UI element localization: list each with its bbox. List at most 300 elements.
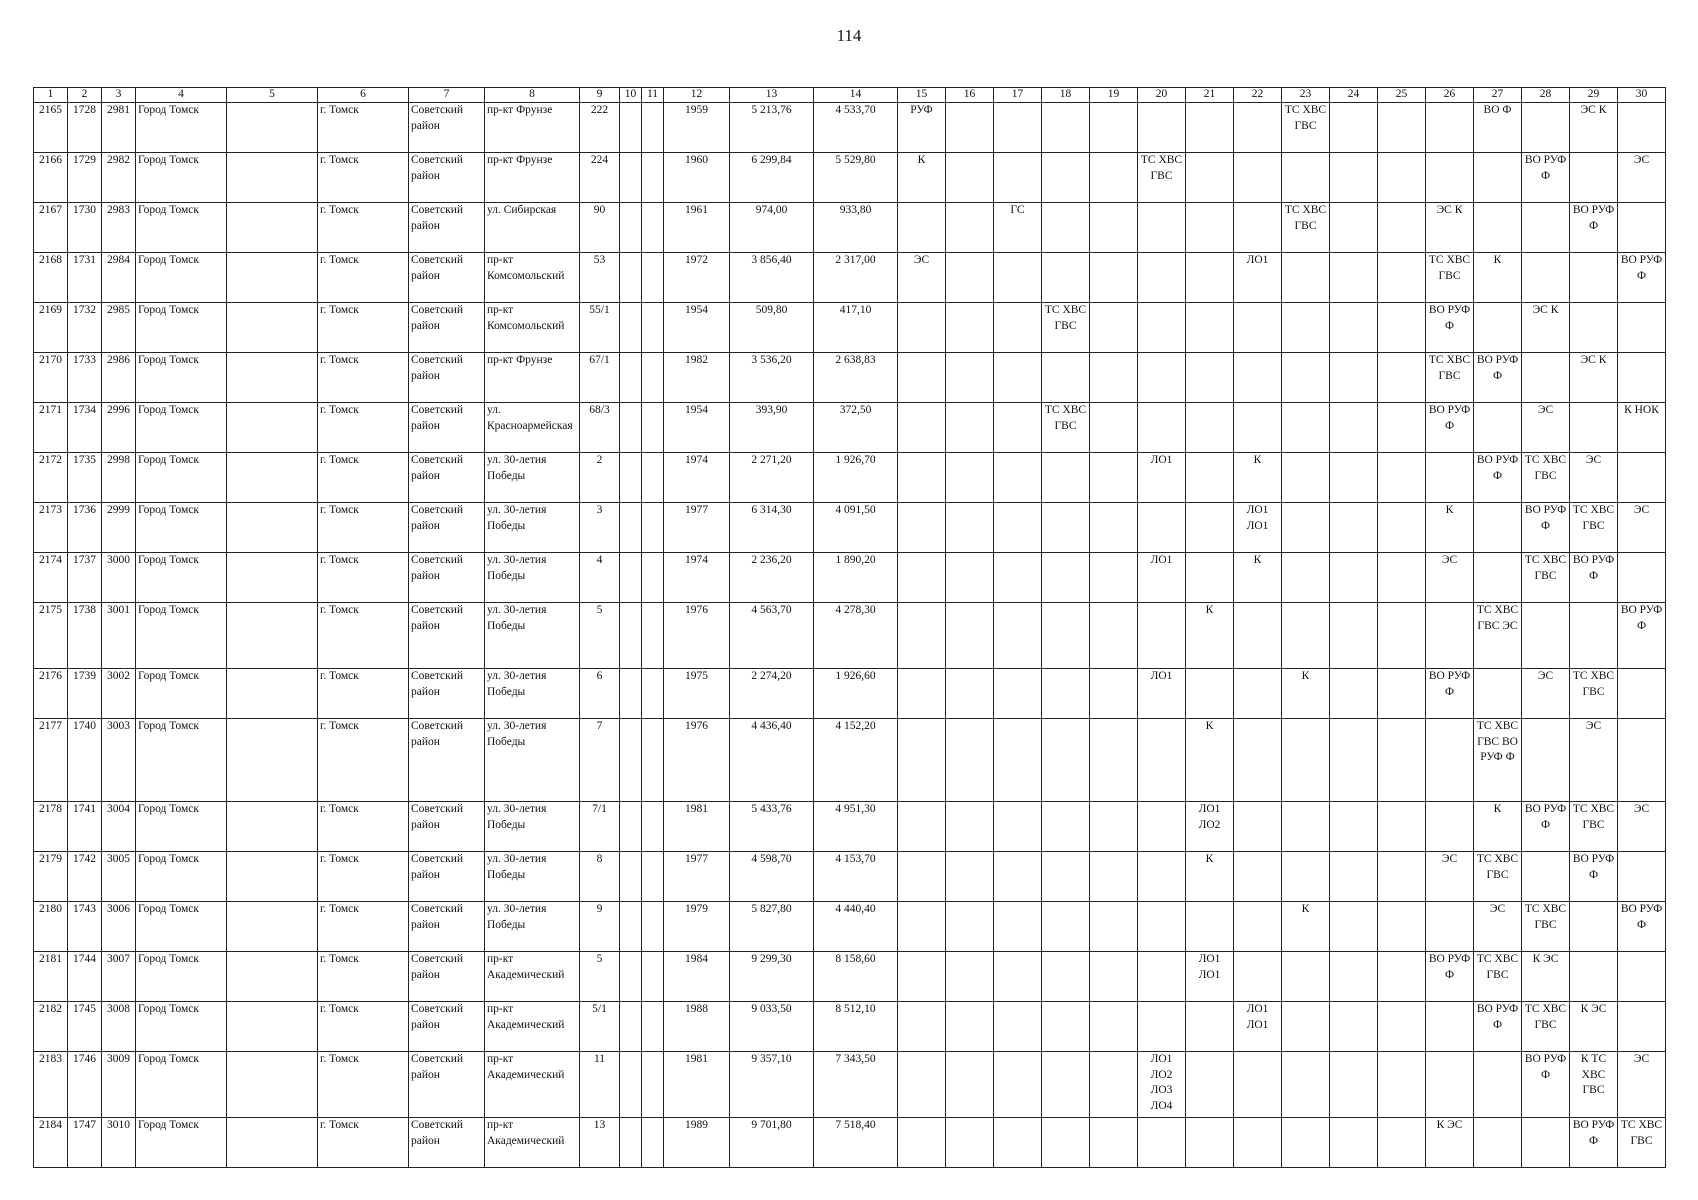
table-cell-col-13: 5 213,76 xyxy=(730,103,814,153)
table-cell-col-13: 2 271,20 xyxy=(730,453,814,503)
table-cell-col-7: Советский район xyxy=(409,353,485,403)
table-cell-col-13: 5 827,80 xyxy=(730,902,814,952)
table-cell-col-21: К xyxy=(1186,603,1234,669)
table-cell-col-22: ЛО1 xyxy=(1234,253,1282,303)
table-cell-col-13: 2 236,20 xyxy=(730,553,814,603)
table-cell-col-12: 1982 xyxy=(664,353,730,403)
table-cell-col-5 xyxy=(227,802,318,852)
table-cell-col-9: 5/1 xyxy=(580,1002,620,1052)
table-cell-col-9: 4 xyxy=(580,553,620,603)
table-cell-col-1: 2182 xyxy=(34,1002,68,1052)
table-cell-col-3: 3007 xyxy=(102,952,136,1002)
table-cell-col-24 xyxy=(1330,669,1378,719)
table-cell-col-14: 7 518,40 xyxy=(814,1118,898,1168)
table-cell-col-21: ЛО1 ЛО1 xyxy=(1186,952,1234,1002)
table-cell-col-16 xyxy=(946,1118,994,1168)
table-row xyxy=(34,1052,1666,1118)
table-cell-col-27: ВО Ф xyxy=(1474,103,1522,153)
table-cell-col-19 xyxy=(1090,802,1138,852)
table-cell-col-11 xyxy=(642,802,664,852)
table-cell-col-12: 1981 xyxy=(664,1052,730,1118)
table-cell-col-3: 2983 xyxy=(102,203,136,253)
column-number-8: 8 xyxy=(485,88,580,103)
table-cell-col-23 xyxy=(1282,553,1330,603)
table-cell-col-19 xyxy=(1090,503,1138,553)
table-cell-col-24 xyxy=(1330,553,1378,603)
table-cell-col-18 xyxy=(1042,852,1090,902)
table-cell-col-23 xyxy=(1282,453,1330,503)
table-cell-col-28: ЭС xyxy=(1522,669,1570,719)
table-cell-col-15 xyxy=(898,403,946,453)
table-cell-col-5 xyxy=(227,902,318,952)
column-number-row xyxy=(34,88,1666,103)
column-number-15: 15 xyxy=(898,88,946,103)
table-cell-col-30 xyxy=(1618,453,1666,503)
table-cell-col-19 xyxy=(1090,253,1138,303)
table-cell-col-5 xyxy=(227,103,318,153)
table-cell-col-26: К xyxy=(1426,503,1474,553)
column-number-19: 19 xyxy=(1090,88,1138,103)
table-cell-col-24 xyxy=(1330,1118,1378,1168)
table-cell-col-25 xyxy=(1378,719,1426,802)
table-cell-col-28 xyxy=(1522,603,1570,669)
table-cell-col-22 xyxy=(1234,353,1282,403)
table-cell-col-25 xyxy=(1378,303,1426,353)
table-cell-col-17 xyxy=(994,403,1042,453)
table-cell-col-29 xyxy=(1570,303,1618,353)
table-cell-col-30: ВО РУФ Ф xyxy=(1618,603,1666,669)
table-cell-col-2: 1730 xyxy=(68,203,102,253)
table-cell-col-4: Город Томск xyxy=(136,1118,227,1168)
table-cell-col-28: ВО РУФ Ф xyxy=(1522,1052,1570,1118)
table-cell-col-7: Советский район xyxy=(409,503,485,553)
table-cell-col-1: 2179 xyxy=(34,852,68,902)
table-cell-col-2: 1744 xyxy=(68,952,102,1002)
table-cell-col-23 xyxy=(1282,253,1330,303)
table-cell-col-25 xyxy=(1378,952,1426,1002)
table-cell-col-9: 55/1 xyxy=(580,303,620,353)
table-cell-col-1: 2169 xyxy=(34,303,68,353)
table-cell-col-13: 4 563,70 xyxy=(730,603,814,669)
table-cell-col-16 xyxy=(946,669,994,719)
table-cell-col-24 xyxy=(1330,852,1378,902)
table-row xyxy=(34,952,1666,1002)
table-cell-col-14: 1 926,70 xyxy=(814,453,898,503)
table-cell-col-24 xyxy=(1330,503,1378,553)
table-cell-col-14: 4 152,20 xyxy=(814,719,898,802)
table-cell-col-14: 4 278,30 xyxy=(814,603,898,669)
table-cell-col-6: г. Томск xyxy=(318,1002,409,1052)
table-cell-col-16 xyxy=(946,153,994,203)
table-cell-col-12: 1977 xyxy=(664,503,730,553)
table-cell-col-20: ТС ХВС ГВС xyxy=(1138,153,1186,203)
table-cell-col-30: ЭС xyxy=(1618,503,1666,553)
table-cell-col-8: пр-кт Фрунзе xyxy=(485,353,580,403)
table-cell-col-24 xyxy=(1330,802,1378,852)
table-cell-col-5 xyxy=(227,1118,318,1168)
table-cell-col-2: 1740 xyxy=(68,719,102,802)
table-cell-col-14: 933,80 xyxy=(814,203,898,253)
table-cell-col-28 xyxy=(1522,203,1570,253)
table-cell-col-4: Город Томск xyxy=(136,669,227,719)
table-cell-col-27 xyxy=(1474,203,1522,253)
table-cell-col-18 xyxy=(1042,153,1090,203)
table-cell-col-23 xyxy=(1282,1052,1330,1118)
table-cell-col-24 xyxy=(1330,719,1378,802)
table-cell-col-6: г. Томск xyxy=(318,303,409,353)
table-cell-col-28: К ЭС xyxy=(1522,952,1570,1002)
table-cell-col-23 xyxy=(1282,952,1330,1002)
table-cell-col-10 xyxy=(620,553,642,603)
table-cell-col-16 xyxy=(946,353,994,403)
table-cell-col-21 xyxy=(1186,203,1234,253)
table-row xyxy=(34,503,1666,553)
table-cell-col-4: Город Томск xyxy=(136,103,227,153)
table-cell-col-20 xyxy=(1138,1002,1186,1052)
table-cell-col-18 xyxy=(1042,1052,1090,1118)
table-cell-col-20 xyxy=(1138,719,1186,802)
table-cell-col-6: г. Томск xyxy=(318,553,409,603)
table-cell-col-7: Советский район xyxy=(409,1118,485,1168)
table-cell-col-8: пр-кт Академический xyxy=(485,1052,580,1118)
table-cell-col-28: ТС ХВС ГВС xyxy=(1522,1002,1570,1052)
table-cell-col-1: 2175 xyxy=(34,603,68,669)
table-cell-col-20: ЛО1 xyxy=(1138,669,1186,719)
table-cell-col-4: Город Томск xyxy=(136,453,227,503)
table-cell-col-20 xyxy=(1138,902,1186,952)
table-cell-col-9: 13 xyxy=(580,1118,620,1168)
table-cell-col-30 xyxy=(1618,669,1666,719)
table-cell-col-25 xyxy=(1378,553,1426,603)
table-cell-col-17 xyxy=(994,603,1042,669)
table-cell-col-17 xyxy=(994,153,1042,203)
table-cell-col-19 xyxy=(1090,203,1138,253)
table-cell-col-21 xyxy=(1186,403,1234,453)
table-cell-col-11 xyxy=(642,303,664,353)
table-cell-col-20 xyxy=(1138,603,1186,669)
table-cell-col-23 xyxy=(1282,153,1330,203)
table-cell-col-4: Город Томск xyxy=(136,153,227,203)
table-cell-col-29: ВО РУФ Ф xyxy=(1570,553,1618,603)
table-cell-col-20 xyxy=(1138,303,1186,353)
table-cell-col-2: 1742 xyxy=(68,852,102,902)
table-cell-col-27: ВО РУФ Ф xyxy=(1474,353,1522,403)
table-cell-col-11 xyxy=(642,852,664,902)
table-cell-col-8: ул. 30-летия Победы xyxy=(485,453,580,503)
table-cell-col-28 xyxy=(1522,1118,1570,1168)
table-cell-col-4: Город Томск xyxy=(136,203,227,253)
table-cell-col-25 xyxy=(1378,852,1426,902)
table-cell-col-26: ЭС xyxy=(1426,852,1474,902)
table-cell-col-14: 372,50 xyxy=(814,403,898,453)
table-cell-col-18 xyxy=(1042,353,1090,403)
table-cell-col-2: 1736 xyxy=(68,503,102,553)
table-cell-col-12: 1976 xyxy=(664,603,730,669)
table-cell-col-2: 1732 xyxy=(68,303,102,353)
table-cell-col-28 xyxy=(1522,253,1570,303)
table-cell-col-2: 1734 xyxy=(68,403,102,453)
table-cell-col-20 xyxy=(1138,403,1186,453)
table-cell-col-16 xyxy=(946,902,994,952)
table-cell-col-1: 2177 xyxy=(34,719,68,802)
table-cell-col-2: 1743 xyxy=(68,902,102,952)
table-cell-col-9: 224 xyxy=(580,153,620,203)
table-cell-col-19 xyxy=(1090,403,1138,453)
table-cell-col-14: 4 533,70 xyxy=(814,103,898,153)
table-cell-col-5 xyxy=(227,203,318,253)
table-cell-col-14: 2 638,83 xyxy=(814,353,898,403)
table-cell-col-21 xyxy=(1186,669,1234,719)
table-cell-col-18 xyxy=(1042,603,1090,669)
table-cell-col-30 xyxy=(1618,553,1666,603)
table-cell-col-18 xyxy=(1042,253,1090,303)
table-cell-col-5 xyxy=(227,403,318,453)
table-cell-col-8: пр-кт Комсомольский xyxy=(485,253,580,303)
table-cell-col-13: 2 274,20 xyxy=(730,669,814,719)
table-cell-col-4: Город Томск xyxy=(136,403,227,453)
table-cell-col-4: Город Томск xyxy=(136,553,227,603)
table-cell-col-2: 1733 xyxy=(68,353,102,403)
table-cell-col-21 xyxy=(1186,453,1234,503)
table-cell-col-5 xyxy=(227,852,318,902)
table-cell-col-8: ул. 30-летия Победы xyxy=(485,802,580,852)
table-cell-col-8: пр-кт Академический xyxy=(485,1118,580,1168)
table-cell-col-13: 4 436,40 xyxy=(730,719,814,802)
column-number-12: 12 xyxy=(664,88,730,103)
table-cell-col-29 xyxy=(1570,253,1618,303)
table-cell-col-16 xyxy=(946,103,994,153)
table-cell-col-16 xyxy=(946,802,994,852)
table-cell-col-26 xyxy=(1426,1002,1474,1052)
table-cell-col-22 xyxy=(1234,802,1282,852)
table-cell-col-26: ЭС xyxy=(1426,553,1474,603)
table-cell-col-5 xyxy=(227,553,318,603)
table-cell-col-10 xyxy=(620,719,642,802)
column-number-6: 6 xyxy=(318,88,409,103)
table-cell-col-24 xyxy=(1330,1002,1378,1052)
table-cell-col-1: 2172 xyxy=(34,453,68,503)
table-cell-col-26 xyxy=(1426,902,1474,952)
table-cell-col-11 xyxy=(642,503,664,553)
table-cell-col-23: ТС ХВС ГВС xyxy=(1282,103,1330,153)
table-cell-col-15 xyxy=(898,902,946,952)
column-number-9: 9 xyxy=(580,88,620,103)
table-cell-col-18 xyxy=(1042,719,1090,802)
housing-register-table xyxy=(33,87,1666,1168)
table-cell-col-2: 1745 xyxy=(68,1002,102,1052)
table-cell-col-30 xyxy=(1618,303,1666,353)
table-cell-col-23 xyxy=(1282,503,1330,553)
table-row xyxy=(34,253,1666,303)
table-cell-col-14: 8 158,60 xyxy=(814,952,898,1002)
table-cell-col-6: г. Томск xyxy=(318,153,409,203)
table-cell-col-1: 2174 xyxy=(34,553,68,603)
column-number-27: 27 xyxy=(1474,88,1522,103)
table-cell-col-6: г. Томск xyxy=(318,253,409,303)
table-cell-col-29: ВО РУФ Ф xyxy=(1570,1118,1618,1168)
table-cell-col-16 xyxy=(946,503,994,553)
table-cell-col-17 xyxy=(994,952,1042,1002)
table-cell-col-2: 1729 xyxy=(68,153,102,203)
table-cell-col-29: ВО РУФ Ф xyxy=(1570,852,1618,902)
table-cell-col-15 xyxy=(898,719,946,802)
table-cell-col-26: ЭС К xyxy=(1426,203,1474,253)
table-cell-col-18: ТС ХВС ГВС xyxy=(1042,403,1090,453)
table-cell-col-21 xyxy=(1186,1052,1234,1118)
table-cell-col-2: 1735 xyxy=(68,453,102,503)
table-cell-col-27: К xyxy=(1474,802,1522,852)
table-cell-col-29 xyxy=(1570,403,1618,453)
table-cell-col-12: 1975 xyxy=(664,669,730,719)
table-cell-col-9: 9 xyxy=(580,902,620,952)
table-cell-col-22 xyxy=(1234,403,1282,453)
table-cell-col-7: Советский район xyxy=(409,603,485,669)
table-row xyxy=(34,453,1666,503)
table-cell-col-28: ЭС xyxy=(1522,403,1570,453)
table-cell-col-3: 2999 xyxy=(102,503,136,553)
table-cell-col-6: г. Томск xyxy=(318,453,409,503)
table-cell-col-12: 1976 xyxy=(664,719,730,802)
table-cell-col-27: ТС ХВС ГВС xyxy=(1474,852,1522,902)
table-cell-col-16 xyxy=(946,1002,994,1052)
table-cell-col-21 xyxy=(1186,303,1234,353)
table-cell-col-22 xyxy=(1234,603,1282,669)
table-cell-col-30 xyxy=(1618,353,1666,403)
table-cell-col-20 xyxy=(1138,952,1186,1002)
table-cell-col-24 xyxy=(1330,902,1378,952)
table-cell-col-30 xyxy=(1618,952,1666,1002)
table-cell-col-18 xyxy=(1042,1118,1090,1168)
table-cell-col-12: 1984 xyxy=(664,952,730,1002)
table-cell-col-9: 67/1 xyxy=(580,353,620,403)
table-cell-col-13: 9 357,10 xyxy=(730,1052,814,1118)
table-cell-col-19 xyxy=(1090,852,1138,902)
table-cell-col-14: 4 440,40 xyxy=(814,902,898,952)
table-cell-col-10 xyxy=(620,253,642,303)
table-cell-col-3: 3010 xyxy=(102,1118,136,1168)
table-cell-col-30 xyxy=(1618,852,1666,902)
table-cell-col-24 xyxy=(1330,303,1378,353)
column-number-26: 26 xyxy=(1426,88,1474,103)
table-cell-col-22 xyxy=(1234,303,1282,353)
table-cell-col-26 xyxy=(1426,603,1474,669)
table-cell-col-20 xyxy=(1138,802,1186,852)
table-cell-col-10 xyxy=(620,503,642,553)
column-number-14: 14 xyxy=(814,88,898,103)
table-cell-col-15: ЭС xyxy=(898,253,946,303)
column-number-2: 2 xyxy=(68,88,102,103)
table-cell-col-6: г. Томск xyxy=(318,852,409,902)
table-cell-col-25 xyxy=(1378,503,1426,553)
table-cell-col-5 xyxy=(227,503,318,553)
table-cell-col-9: 53 xyxy=(580,253,620,303)
table-cell-col-21 xyxy=(1186,103,1234,153)
table-cell-col-15: К xyxy=(898,153,946,203)
table-cell-col-7: Советский район xyxy=(409,1002,485,1052)
table-cell-col-19 xyxy=(1090,353,1138,403)
table-cell-col-27: ТС ХВС ГВС xyxy=(1474,952,1522,1002)
table-cell-col-5 xyxy=(227,719,318,802)
table-cell-col-22 xyxy=(1234,103,1282,153)
table-cell-col-25 xyxy=(1378,203,1426,253)
table-cell-col-17 xyxy=(994,253,1042,303)
table-cell-col-13: 4 598,70 xyxy=(730,852,814,902)
table-cell-col-28: ВО РУФ Ф xyxy=(1522,503,1570,553)
table-cell-col-17 xyxy=(994,1118,1042,1168)
table-cell-col-4: Город Томск xyxy=(136,503,227,553)
table-cell-col-7: Советский район xyxy=(409,153,485,203)
table-cell-col-25 xyxy=(1378,453,1426,503)
table-cell-col-8: ул. Сибирская xyxy=(485,203,580,253)
table-cell-col-9: 6 xyxy=(580,669,620,719)
table-cell-col-24 xyxy=(1330,453,1378,503)
column-number-10: 10 xyxy=(620,88,642,103)
table-cell-col-29: ЭС К xyxy=(1570,353,1618,403)
table-cell-col-25 xyxy=(1378,253,1426,303)
table-cell-col-21 xyxy=(1186,1118,1234,1168)
table-cell-col-28: ТС ХВС ГВС xyxy=(1522,553,1570,603)
table-cell-col-18 xyxy=(1042,503,1090,553)
table-cell-col-26 xyxy=(1426,453,1474,503)
table-cell-col-20: ЛО1 xyxy=(1138,453,1186,503)
table-cell-col-26: ВО РУФ Ф xyxy=(1426,952,1474,1002)
table-cell-col-6: г. Томск xyxy=(318,719,409,802)
table-cell-col-20 xyxy=(1138,353,1186,403)
table-cell-col-14: 2 317,00 xyxy=(814,253,898,303)
table-cell-col-24 xyxy=(1330,203,1378,253)
table-cell-col-8: ул. 30-летия Победы xyxy=(485,669,580,719)
table-cell-col-5 xyxy=(227,153,318,203)
table-cell-col-11 xyxy=(642,103,664,153)
table-cell-col-13: 974,00 xyxy=(730,203,814,253)
table-cell-col-3: 2986 xyxy=(102,353,136,403)
table-cell-col-5 xyxy=(227,1052,318,1118)
table-cell-col-11 xyxy=(642,403,664,453)
table-cell-col-3: 3003 xyxy=(102,719,136,802)
table-cell-col-6: г. Томск xyxy=(318,669,409,719)
table-cell-col-27 xyxy=(1474,153,1522,203)
table-cell-col-25 xyxy=(1378,603,1426,669)
table-cell-col-26: ТС ХВС ГВС xyxy=(1426,253,1474,303)
table-cell-col-12: 1977 xyxy=(664,852,730,902)
table-cell-col-4: Город Томск xyxy=(136,1052,227,1118)
table-cell-col-3: 3009 xyxy=(102,1052,136,1118)
table-cell-col-30: ВО РУФ Ф xyxy=(1618,902,1666,952)
table-cell-col-12: 1959 xyxy=(664,103,730,153)
table-cell-col-28: ВО РУФ Ф xyxy=(1522,802,1570,852)
table-cell-col-10 xyxy=(620,952,642,1002)
table-cell-col-26: К ЭС xyxy=(1426,1118,1474,1168)
table-cell-col-26 xyxy=(1426,719,1474,802)
table-cell-col-9: 7/1 xyxy=(580,802,620,852)
table-cell-col-4: Город Томск xyxy=(136,1002,227,1052)
table-cell-col-14: 1 890,20 xyxy=(814,553,898,603)
table-cell-col-10 xyxy=(620,403,642,453)
table-cell-col-21: К xyxy=(1186,852,1234,902)
table-cell-col-30 xyxy=(1618,103,1666,153)
table-cell-col-30: ТС ХВС ГВС xyxy=(1618,1118,1666,1168)
table-cell-col-5 xyxy=(227,453,318,503)
table-cell-col-26 xyxy=(1426,802,1474,852)
table-cell-col-9: 68/3 xyxy=(580,403,620,453)
table-cell-col-23 xyxy=(1282,303,1330,353)
table-cell-col-22 xyxy=(1234,719,1282,802)
table-cell-col-17 xyxy=(994,553,1042,603)
table-cell-col-3: 3002 xyxy=(102,669,136,719)
table-cell-col-27 xyxy=(1474,669,1522,719)
table-cell-col-26: ТС ХВС ГВС xyxy=(1426,353,1474,403)
table-cell-col-10 xyxy=(620,453,642,503)
